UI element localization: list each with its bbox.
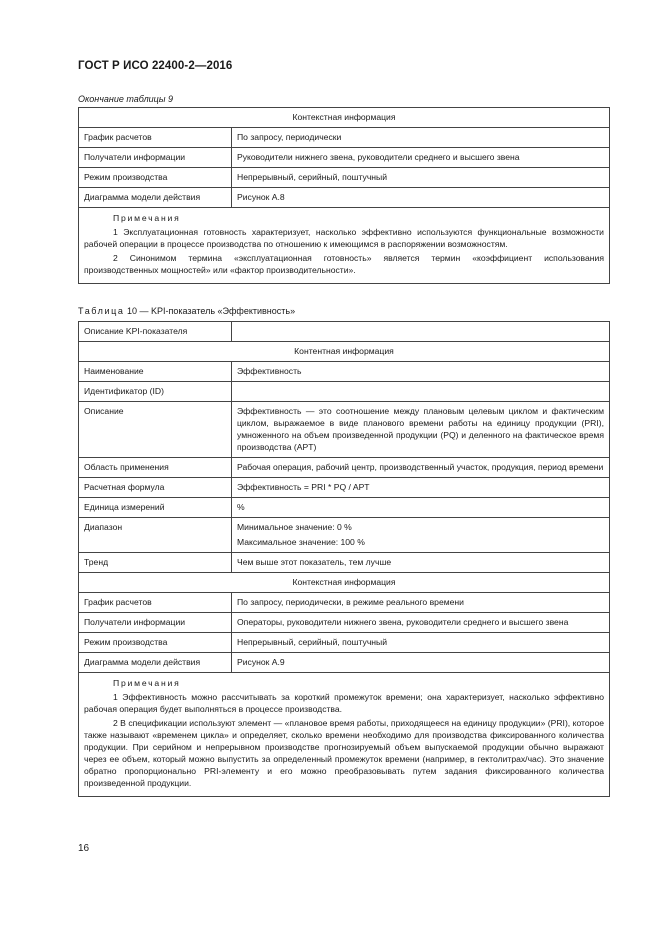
table-row (79, 653, 610, 673)
table10-kpi-efficiency (78, 321, 610, 797)
scope-label: Область применения (79, 458, 232, 478)
table10-caption (78, 306, 295, 316)
trend-value: Чем выше этот показатель, тем лучше (232, 553, 610, 573)
table-row (79, 478, 610, 498)
table-row (79, 518, 610, 553)
table-row (79, 498, 610, 518)
recipients-label: Получатели информации (79, 613, 232, 633)
note-2: 2 В спецификации используют элемент — «плановое время работы, приходящееся на единицу продукции» (PRI), которое также называют «временем цикла» и определяет, сколько времени необходимо для производства фиксированного количества продукции. При серийном и непрерывном производстве прогнозируемый объем выпускаемой продукции обычно выражают через ее объем, который можно выпустить за определенный промежуток времени (например, в гектолитрах/час). Это значение обратно пропорционально PRI-элементу и его можно преобразовывать путем задания фиксированного количества произведенной продукции. (84, 718, 604, 788)
row-value: По запросу, периодически (232, 128, 610, 148)
table-row (79, 322, 610, 342)
schedule-value: По запросу, периодически, в режиме реального времени (232, 593, 610, 613)
section-context-info: Контекстная информация (79, 573, 610, 593)
schedule-label: График расчетов (79, 593, 232, 613)
diagram-value: Рисунок А.9 (232, 653, 610, 673)
range-value (232, 518, 610, 553)
row-value: Руководители нижнего звена, руководители среднего и высшего звена (232, 148, 610, 168)
mode-label: Режим производства (79, 633, 232, 653)
name-label: Наименование (79, 362, 232, 382)
unit-label: Единица измерений (79, 498, 232, 518)
row-label: График расчетов (79, 128, 232, 148)
table-row (79, 613, 610, 633)
range-min: Минимальное значение: 0 % (237, 522, 352, 532)
row-label: Получатели информации (79, 148, 232, 168)
table-row (79, 168, 610, 188)
table9-notes (79, 208, 610, 284)
formula-value: Эффективность = PRI * PQ / APT (232, 478, 610, 498)
table9-continuation-caption: Окончание таблицы 9 (78, 94, 173, 104)
note-2: 2 Синонимом термина «эксплуатационная готовность» является термин «коэффициент использования производственных мощностей» или «фактор производительности». (84, 253, 604, 275)
row-label: Диаграмма модели действия (79, 188, 232, 208)
diagram-label: Диаграмма модели действия (79, 653, 232, 673)
notes-heading: Примечания (113, 213, 181, 223)
row-value: Непрерывный, серийный, поштучный (232, 168, 610, 188)
table-row (79, 633, 610, 653)
trend-label: Тренд (79, 553, 232, 573)
table9-section-context: Контекстная информация (79, 108, 610, 128)
table-row (79, 188, 610, 208)
kpi-description-value (232, 322, 610, 342)
page-number: 16 (78, 843, 90, 854)
table10-notes (79, 673, 610, 797)
id-value (232, 382, 610, 402)
name-value: Эффективность (232, 362, 610, 382)
range-max: Максимальное значение: 100 % (237, 537, 365, 547)
scope-value: Рабочая операция, рабочий центр, производственный участок, продукция, период времени (232, 458, 610, 478)
kpi-description-label: Описание KPI-показателя (79, 322, 232, 342)
note-1: 1 Эффективность можно рассчитывать за короткий промежуток времени; она характеризует, насколько эффективно рабочая операция будет выполняться в процессе производства. (84, 692, 604, 714)
description-label: Описание (79, 402, 232, 458)
unit-value: % (232, 498, 610, 518)
table10-caption-text: 10 — KPI-показатель «Эффективность» (124, 306, 296, 316)
description-value: Эффективность — это соотношение между плановым целевым циклом и фактическим циклом, выражаемое в виде планового времени работы на единицу продукции (PRI), умноженного на объем произведенной продукции (PQ) и деленного на фактическое время производства (APT) (232, 402, 610, 458)
table-row (79, 402, 610, 458)
table-row (79, 458, 610, 478)
mode-value: Непрерывный, серийный, поштучный (232, 633, 610, 653)
standard-header: ГОСТ Р ИСО 22400-2—2016 (78, 60, 233, 72)
table-row (79, 382, 610, 402)
table-row (79, 553, 610, 573)
table-row (79, 593, 610, 613)
id-label: Идентификатор (ID) (79, 382, 232, 402)
formula-label: Расчетная формула (79, 478, 232, 498)
table-row (79, 128, 610, 148)
table9-end (78, 107, 610, 284)
note-1: 1 Эксплуатационная готовность характеризует, насколько эффективно используются функциональные возможности рабочей операции в процессе производства по отношению к имеющимся в распоряжении возможностям. (84, 227, 604, 249)
table-row (79, 362, 610, 382)
table10-caption-prefix: Таблица (78, 306, 125, 316)
section-content-info: Контентная информация (79, 342, 610, 362)
notes-heading: Примечания (113, 678, 181, 688)
row-label: Режим производства (79, 168, 232, 188)
recipients-value: Операторы, руководители нижнего звена, руководители среднего и высшего звена (232, 613, 610, 633)
range-label: Диапазон (79, 518, 232, 553)
row-value: Рисунок А.8 (232, 188, 610, 208)
table-row (79, 148, 610, 168)
